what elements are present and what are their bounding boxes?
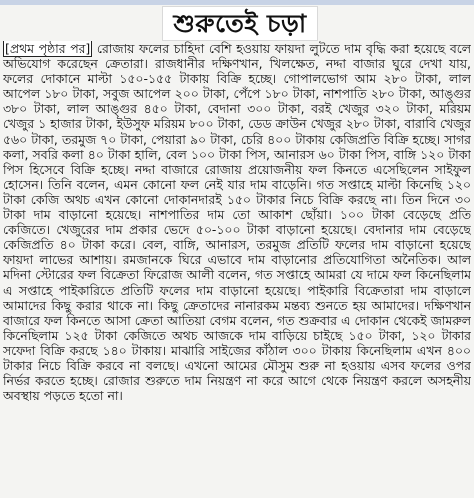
continuation-label: [প্রথম পৃষ্ঠার পর] <box>5 41 91 56</box>
article-paragraph <box>3 41 471 403</box>
article-headline: শুরুতেই চড়া <box>173 8 307 38</box>
article-body <box>3 41 471 496</box>
top-edge-strip <box>0 0 474 5</box>
article-text: রোজায় ফলের চাহিদা বেশি হওয়ায় ফায়দা লুটতে দাম বৃদ্ধি করা হয়েছে বলে অভিযোগ করেছেন ক্রেতারা। রাজধানীর দক্ষিণখান, খিলক্ষেত, নদ্দা বাজার ঘুরে দেখা যায়, ফলের দোকানে মাল্টা ১৫০-১৫৫ টাকায় বিক্রি হচ্ছে। গোপালভোগ আম ২৮০ টাকা, লাল আপেল ১৮০ টাকা, সবুজ আপেল ২০০ টাকা, পেঁপে ১৮০ টাকা, নাশপাতি ২৮০ টাকা, আঙ্গুর ৩৮০ টাকা, লাল আঙ্গুর ৪৫০ টাকা, বেদানা ৩০০ টাকা, বরই খেজুর ৩২০ টাকা, মরিয়ম খেজুর ১ হাজার টাকা, ইউসুফ মরিয়ম ৮০০ টাকা, ডেড ক্রাউন খেজুর ২৮০ টাকা, বারাবি খেজুর ৫৬০ টাকা, তরমুজ ৭০ টাকা, পেয়ারা ৯০ টাকা, চেরি ৪০০ টাকায় কেজিপ্রতি বিক্রি হচ্ছে। সাগর কলা, সবরি কলা ৪০ টাকা হালি, বেল ১০০ টাকা পিস, আনারস ৬০ টাকা পিস, বাঙ্গি ১২০ টাকা পিস হিসেবে বিক্রি হচ্ছে। নদ্দা বাজারে রোজায় প্রয়োজনীয় ফল কিনতে এসেছিলেন সাইফুল হোসেন। তিনি বলেন, এমন কোনো ফল নেই যার দাম বাড়েনি। গত সপ্তাহে মাল্টা কিনেছি ১২০ টাকা কেজি অথচ এখন কোনো দোকানদারই ১৫০ টাকার নিচে বিক্রি করছে না। তিন দিনে ৩০ টাকা দাম বাড়ানো হয়েছে। নাশপাতির দাম তো আকাশ ছোঁয়া। ১০০ টাকা বেড়েছে প্রতি কেজিতে। খেজুরের দাম প্রকার ভেদে ৫০-১০০ টাকা বাড়ানো হয়েছে। বেদানার দাম বেড়েছে কেজিপ্রতি ৪০ টাকা করে। বেল, বাঙ্গি, আনারস, তরমুজ প্রতিটি ফলের দাম বাড়ানো হয়েছে ফায়দা লাভের আশায়। রমজানকে ঘিরে এভাবে দাম বাড়ানোর প্রতিযোগিতা অনৈতিক। আল মদিনা স্টোরের ফল বিক্রেতা ফিরোজ আলী বলেন, গত সপ্তাহে আমরা যে দামে ফল কিনেছিলাম এ সপ্তাহে পাইকারিতে প্রতিটি ফলের দাম বাড়ানো হয়েছে। পাইকারি বিক্রেতারা দাম বাড়ালে আমাদের কিছু করার থাকে না। কিছু ক্রেতাদের নানারকম মন্তব্য শুনতে হয় আমাদের। দক্ষিণখান বাজারে ফল কিনতে আসা ক্রেতা আতিয়া বেগম বলেন, গত শুক্রবার এ দোকান থেকেই জামরুল কিনেছিলাম ১২৫ টাকা কেজিতে অথচ আজকে দাম বাড়িয়ে চাইছে ১৫০ টাকা, ১২০ টাকার সফেদা বিক্রি করছে ১৪০ টাকায়। মাঝারি সাইজের কাঁঠাল ৩০০ টাকায় কিনেছিলাম এখন ৪০০ টাকার নিচে বিক্রি করবে না বলছে। এখনো আমের মৌসুম শুরু না হওয়ায় এসব ফলের ওপর নির্ভর করতে হচ্ছে। রোজার শুরুতে দাম নিয়ন্ত্রণ না করে আগে থেকে নিয়ন্ত্রণ করলে অসহনীয় অবস্থায় পড়তে হতো না। <box>3 41 471 404</box>
headline-box <box>162 6 318 41</box>
